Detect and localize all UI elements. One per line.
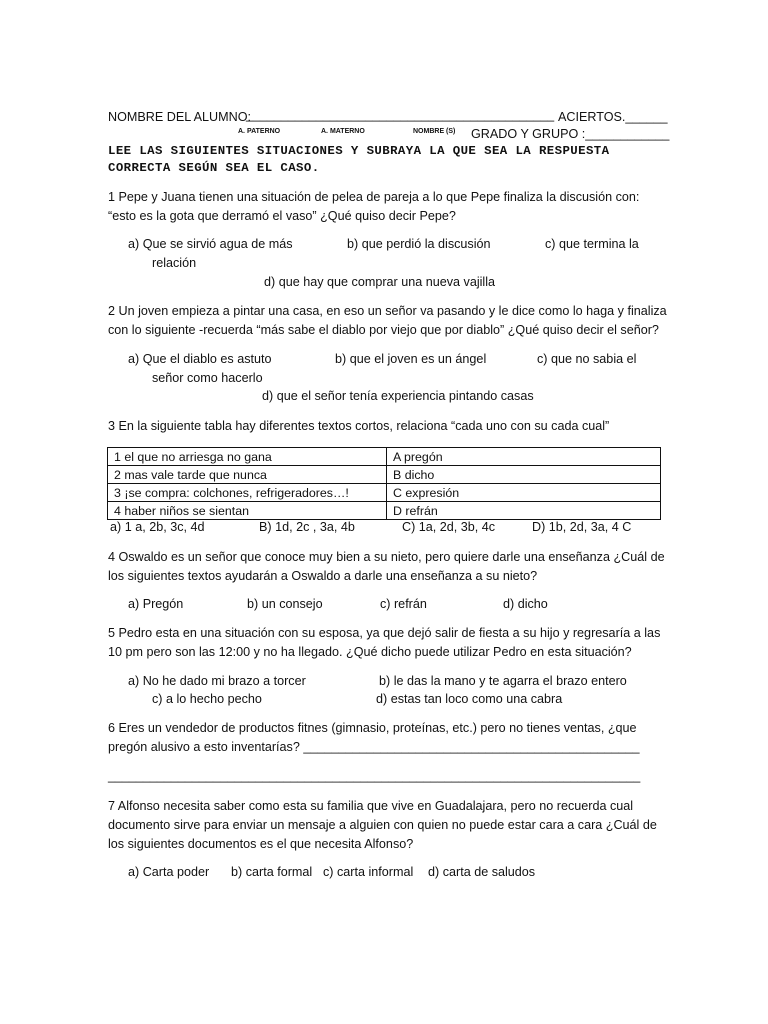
q7-text-2: documento sirve para enviar un mensaje a alguien con quien no puede estar cara a cara ¿Cuál de [108,818,657,832]
q2-option-d[interactable]: d) que el señor tenía experiencia pintando casas [262,389,534,403]
q6-answer-line-2[interactable]: ____________________________________________________________________________ [108,769,641,783]
q3-option-d[interactable]: D) 1b, 2d, 3a, 4 C [532,520,632,534]
q3-option-a[interactable]: a) 1 a, 2b, 3c, 4d [110,520,205,534]
q5-option-a[interactable]: a) No he dado mi brazo a torcer [128,674,306,688]
q4-option-d[interactable]: d) dicho [503,597,548,611]
q6-text-1: 6 Eres un vendedor de productos fitnes (gimnasio, proteínas, etc.) pero no tienes ventas, ¿que [108,721,637,735]
q4-text-1: 4 Oswaldo es un señor que conoce muy bien a su nieto, pero quiere darle una enseñanza ¿Cuál de [108,550,665,564]
matching-table [107,447,661,520]
q1-text-2: “esto es la gota que derramó el vaso” ¿Qué quiso decir Pepe? [108,209,456,223]
sub-paterno: A. PATERNO [238,128,281,135]
q7-option-a[interactable]: a) Carta poder [128,865,210,879]
instructions-line-1: LEE LAS SIGUIENTES SITUACIONES Y SUBRAYA LA QUE SEA LA RESPUESTA [108,144,610,158]
q5-option-c[interactable]: c) a lo hecho pecho [152,692,262,706]
q1-option-a-cont: relación [152,256,197,270]
q5-text-1: 5 Pedro esta en una situación con su esposa, ya que dejó salir de fiesta a su hijo y regresaría a las [108,626,661,640]
q5-option-b[interactable]: b) le das la mano y te agarra el brazo entero [379,674,627,688]
aciertos-field[interactable]: ACIERTOS.______ [558,110,668,124]
q3-option-c[interactable]: C) 1a, 2d, 3b, 4c [402,520,496,534]
q2-text-1: 2 Un joven empieza a pintar una casa, en eso un señor va pasando y le dice como lo haga y finaliza [108,304,667,318]
q1-text-1: 1 Pepe y Juana tienen una situación de pelea de pareja a lo que Pepe finaliza la discusión con: [108,190,640,204]
instructions-line-2: CORRECTA SEGÚN SEA EL CASO. [108,161,320,175]
sub-nombre: NOMBRE (S) [413,128,456,135]
q5-text-2: 10 pm pero son las 12:00 y no ha llegado. ¿Qué dicho puede utilizar Pedro en esta situación? [108,645,632,659]
q4-option-a[interactable]: a) Pregón [128,597,184,611]
q1-option-c[interactable]: c) que termina la [545,237,639,251]
table-cell-left: 2 mas vale tarde que nunca [108,466,387,484]
student-name-label: NOMBRE DEL ALUMNO: [108,110,251,124]
q2-text-2: con lo siguiente -recuerda “más sabe el diablo por viejo que por diablo” ¿Qué quiso decir el señor? [108,323,659,337]
q3-option-b[interactable]: B) 1d, 2c , 3a, 4b [259,520,355,534]
q1-option-d[interactable]: d) que hay que comprar una nueva vajilla [264,275,496,289]
q3-text-1: 3 En la siguiente tabla hay diferentes textos cortos, relaciona “cada uno con su cada cual” [108,419,610,433]
q7-option-c[interactable]: c) carta informal [323,865,414,879]
q2-option-b[interactable]: b) que el joven es un ángel [335,352,487,366]
table-cell-left: 1 el que no arriesga no gana [108,448,387,466]
q1-option-a[interactable]: a) Que se sirvió agua de más [128,237,293,251]
table-cell-left: 4 haber niños se sientan [108,502,387,520]
table-cell-right: B dicho [387,466,661,484]
q1-option-b[interactable]: b) que perdió la discusión [347,237,491,251]
table-cell-right: A pregón [387,448,661,466]
q2-option-c[interactable]: c) que no sabia el [537,352,637,366]
q7-option-b[interactable]: b) carta formal [231,865,313,879]
table-cell-right: D refrán [387,502,661,520]
table-row [108,484,661,502]
student-name-blank[interactable]: ____________________________________________ [246,108,555,122]
q4-text-2: los siguientes textos ayudarán a Oswaldo a darle una enseñanza a su nieto? [108,569,538,583]
q5-option-d[interactable]: d) estas tan loco como una cabra [376,692,563,706]
table-cell-right: C expresión [387,484,661,502]
q2-option-a[interactable]: a) Que el diablo es astuto [128,352,272,366]
table-row [108,466,661,484]
sub-materno: A. MATERNO [321,128,365,135]
grado-grupo-field[interactable]: GRADO Y GRUPO :____________ [471,127,670,141]
table-cell-left: 3 ¡se compra: colchones, refrigeradores…! [108,484,387,502]
q4-option-b[interactable]: b) un consejo [247,597,323,611]
q7-option-d[interactable]: d) carta de saludos [428,865,536,879]
table-row [108,448,661,466]
q6-answer-line-1[interactable]: pregón alusivo a esto inventarías? ________________________________________________ [108,740,640,754]
q2-option-a-cont: señor como hacerlo [152,371,263,385]
q4-option-c[interactable]: c) refrán [380,597,427,611]
q7-text-3: los siguientes documentos es el que necesita Alfonso? [108,837,414,851]
q7-text-1: 7 Alfonso necesita saber como esta su familia que vive en Guadalajara, pero no recuerda cual [108,799,634,813]
table-row [108,502,661,520]
